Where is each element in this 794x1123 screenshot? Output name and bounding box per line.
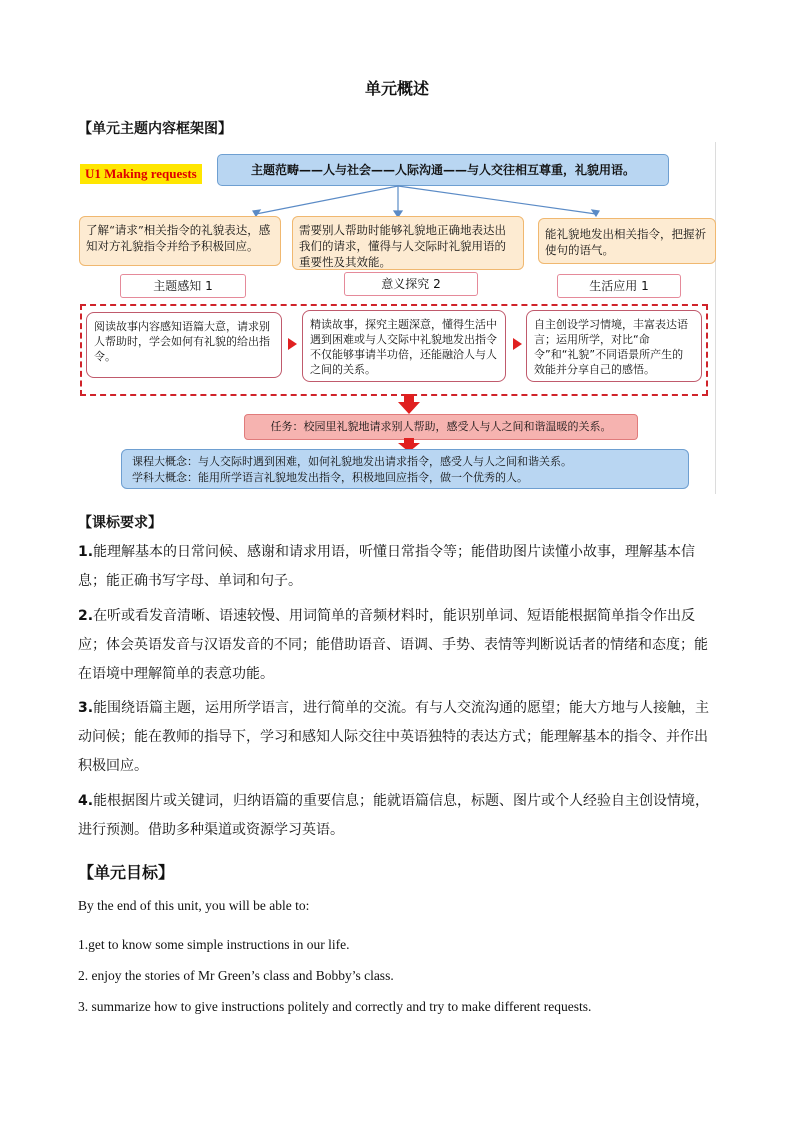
standard-item — [78, 538, 718, 596]
item-text: 能根据图片或关键词，归纳语篇的重要信息；能就语篇信息，标题、图片或个人经验自主创设情境，进行预测。借助多种渠道或资源学习英语。 — [78, 793, 710, 838]
item-text: 能理解基本的日常问候、感谢和请求用语，听懂日常指令等；能借助图片读懂小故事，理解基本信息；能正确书写字母、单词和句子。 — [78, 544, 696, 589]
framework-heading: 【单元主题内容框架图】 — [78, 121, 232, 137]
objective-item: 2. enjoy the stories of Mr Green’s class and Bobby’s class. — [78, 968, 394, 983]
arrow-right-icon — [513, 338, 522, 350]
task-box: 任务：校园里礼貌地请求别人帮助，感受人与人之间和谐温暖的关系。 — [244, 414, 638, 440]
arrow-down-icon — [398, 394, 420, 414]
objective-item: 3. summarize how to give instructions politely and correctly and try to make different requests. — [78, 999, 592, 1014]
standards-heading: 【课标要求】 — [78, 515, 162, 531]
item-number: 3. — [78, 700, 94, 716]
page-title: 单元概述 — [364, 79, 429, 98]
goal-exploration: 需要别人帮助时能够礼貌地正确地表达出我们的请求，懂得与人交际时礼貌用语的重要性及其效能。 — [292, 216, 524, 270]
activity-exploration: 精读故事，探究主题深意，懂得生活中遇到困难或与人交际中礼貌地发出指令不仅能够事请半功倍，还能融洽人与人之间的关系。 — [302, 310, 506, 382]
subject-concept: 学科大概念：能用所学语言礼貌地发出指令，积极地回应指令，做一个优秀的人。 — [132, 471, 528, 484]
activity-perception: 阅读故事内容感知语篇大意，请求别人帮助时，学会如何有礼貌的给出指令。 — [86, 312, 282, 378]
framework-diagram — [76, 142, 716, 494]
concept-box — [121, 449, 689, 489]
item-text: 能围绕语篇主题，运用所学语言，进行简单的交流。有与人交流沟通的愿望；能大方地与人接触，主动问候；能在教师的指导下，学习和感知人际交往中英语独特的表达方式；能理解基本的指令、并作出积极回应。 — [78, 700, 710, 774]
connector-lines — [76, 142, 716, 222]
stage-application: 生活应用 1 — [557, 274, 681, 298]
goal-perception: 了解“请求”相关指令的礼貌表达，感知对方礼貌指令并给予积极回应。 — [79, 216, 281, 266]
item-text: 在听或看发音清晰、语速较慢、用词简单的音频材料时，能识别单词、短语能根据简单指令作出反应；体会英语发音与汉语发音的不同；能借助语音、语调、手势、表情等判断说话者的情绪和态度；能在语境中理解简单的表意功能。 — [78, 608, 708, 682]
stage-exploration: 意义探究 2 — [344, 272, 478, 296]
item-number: 4. — [78, 793, 94, 809]
course-concept: 课程大概念：与人交际时遇到困难，如何礼貌地发出请求指令，感受人与人之间和谐关系。 — [132, 455, 572, 468]
item-number: 2. — [78, 608, 94, 624]
item-number: 1. — [78, 544, 94, 560]
standard-item — [78, 602, 718, 689]
objectives-intro: By the end of this unit, you will be able to: — [78, 898, 310, 913]
arrow-right-icon — [288, 338, 297, 350]
objectives-heading: 【单元目标】 — [78, 863, 175, 882]
activity-application: 自主创设学习情境，丰富表达语言；运用所学，对比“命令”和“礼貌”不同语景所产生的效能并分享自己的感悟。 — [526, 310, 702, 382]
standard-item — [78, 787, 718, 845]
goal-application: 能礼貌地发出相关指令，把握祈使句的语气。 — [538, 218, 716, 264]
objective-item: 1.get to know some simple instructions in our life. — [78, 937, 350, 952]
standard-item — [78, 694, 718, 781]
theme-box: 主题范畴——人与社会——人际沟通——与人交往相互尊重，礼貌用语。 — [217, 154, 669, 186]
unit-label: U1 Making requests — [80, 164, 202, 184]
stage-perception: 主题感知 1 — [120, 274, 246, 298]
